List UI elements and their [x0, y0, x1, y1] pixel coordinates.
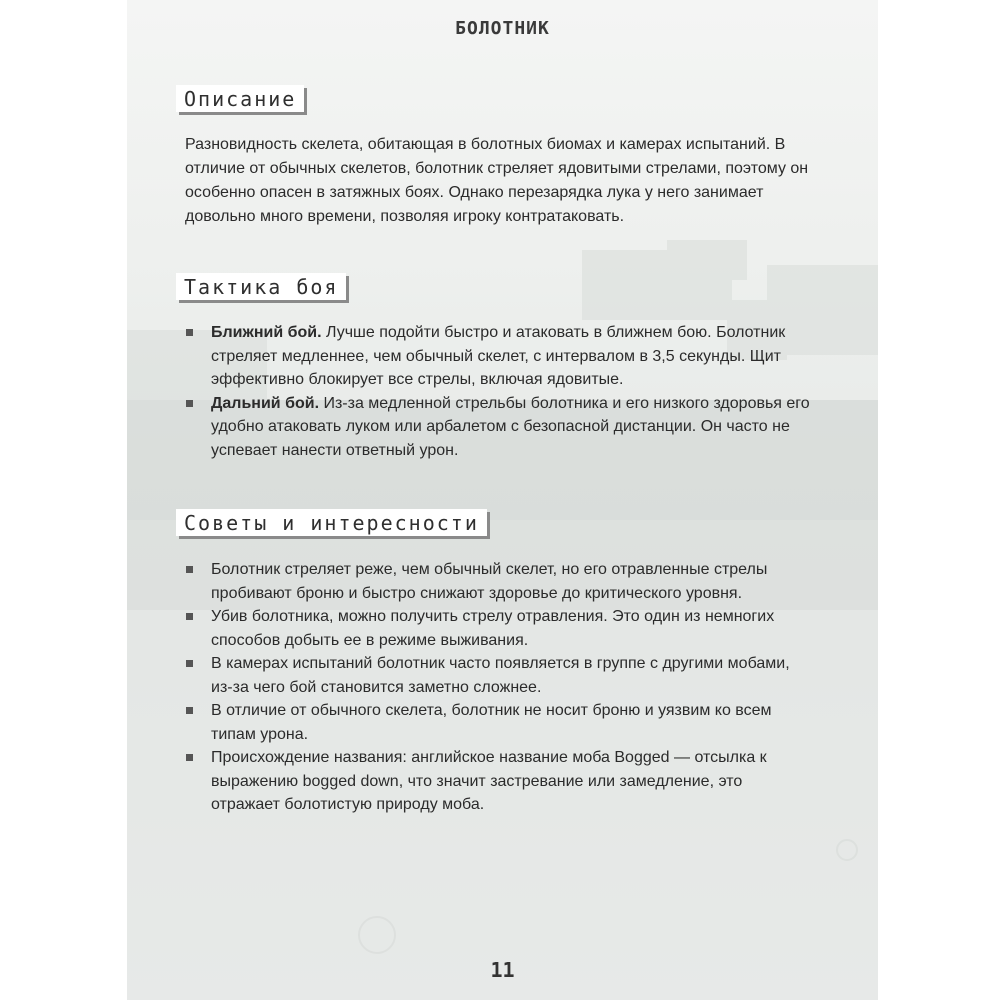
tactic-text: Из-за медленной стрельбы болотника и его низкого здоровья его удобно атаковать луком или арбалетом с безопасной дистанции. Он часто не успевает нанести ответный урон. [211, 394, 810, 459]
list-item [185, 652, 815, 699]
section-title-tips: Советы и интересности [176, 509, 487, 536]
tip-text: Болотник стреляет реже, чем обычный скелет, но его отравленные стрелы пробивают броню и быстро снижают здоровье до критического уровня. [211, 561, 768, 602]
bullet-square-icon [186, 754, 193, 761]
tip-text: В камерах испытаний болотник часто появляется в группе с другими мобами, из-за чего бой становится заметно сложнее. [211, 655, 790, 696]
bullet-square-icon [186, 400, 193, 407]
tips-list [185, 558, 815, 817]
page-header-title: БОЛОТНИК [455, 18, 550, 39]
bullet-square-icon [186, 613, 193, 620]
tip-text: Убив болотника, можно получить стрелу отравления. Это один из немногих способов добыть ее в режиме выживания. [211, 608, 775, 649]
tip-text: В отличие от обычного скелета, болотник не носит броню и уязвим ко всем типам урона. [211, 702, 772, 743]
tactic-term: Дальний бой. [211, 394, 320, 412]
list-item [185, 699, 815, 746]
section-title-description: Описание [176, 85, 304, 112]
bullet-square-icon [186, 329, 193, 336]
tactic-term: Ближний бой. [211, 324, 322, 341]
tactics-list [185, 321, 815, 462]
description-paragraph: Разновидность скелета, обитающая в болотных биомах и камерах испытаний. В отличие от обычных скелетов, болотник стреляет ядовитыми стрелами, поэтому он особенно опасен в затяжных боях. Однако перезарядка лука у него занимает довольно много времени, позволяя игроку контратаковать. [185, 136, 809, 225]
list-item [185, 558, 815, 605]
tip-text: Происхождение названия: английское название моба Bogged — отсылка к выражению bogged down, что значит застревание или замедление, это отражает болотистую природу моба. [211, 749, 767, 813]
list-item [185, 321, 815, 392]
section-title-tactics: Тактика боя [176, 273, 346, 300]
page-number: 11 [490, 958, 515, 982]
bullet-square-icon [186, 707, 193, 714]
bullet-square-icon [186, 660, 193, 667]
list-item [185, 392, 815, 463]
bullet-square-icon [186, 566, 193, 573]
list-item [185, 746, 815, 817]
list-item [185, 605, 815, 652]
tactic-text: Лучше подойти быстро и атаковать в ближнем бою. Болотник стреляет медленнее, чем обычный скелет, с интервалом в 3,5 секунды. Щит эффективно блокирует все стрелы, включая ядовитые. [211, 324, 786, 388]
